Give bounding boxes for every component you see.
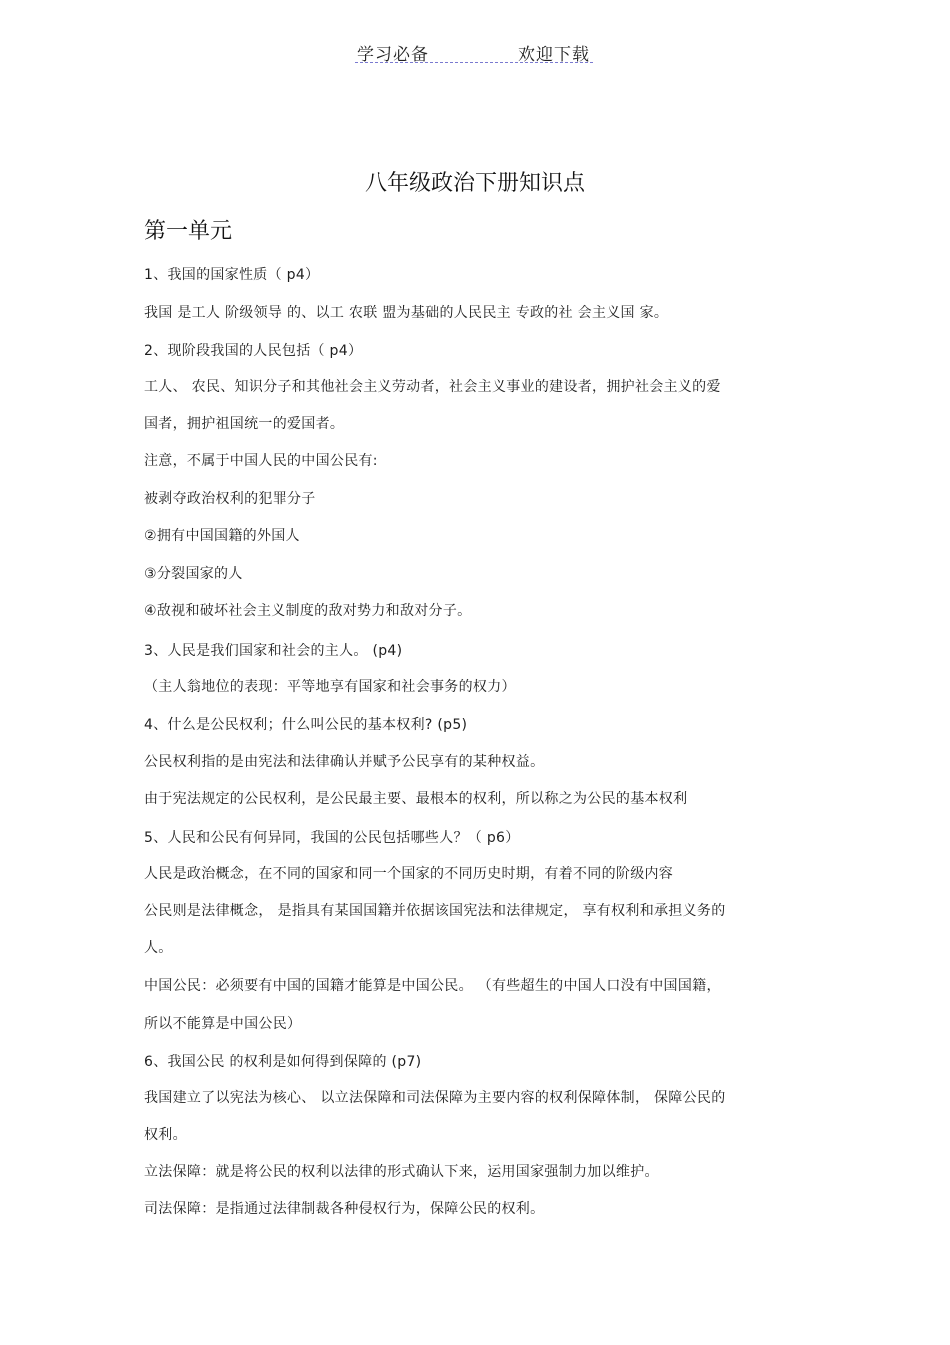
text-line: 6、我国公民 的权利是如何得到保障的 (p7) (144, 1054, 422, 1070)
text-line: 我国 是工人 阶级领导 的、以工 农联 盟为基础的人民民主 专政的社 会主义国 家。 (144, 305, 669, 321)
text-line: 注意，不属于中国人民的中国公民有: (144, 453, 378, 469)
document-title: 八年级政治下册知识点 (364, 171, 585, 196)
text-line: 人。 (144, 940, 173, 956)
text-line: ②拥有中国国籍的外国人 (144, 528, 300, 544)
text-line: 1、我国的国家性质（ p4） (144, 267, 320, 283)
text-line: 中国公民：必须要有中国的国籍才能算是中国公民。 （有些超生的中国人口没有中国国籍， (144, 978, 721, 994)
text-line: 2、现阶段我国的人民包括（ p4） (144, 343, 363, 359)
text-line: 被剥夺政治权利的犯罪分子 (144, 491, 316, 507)
text-line: 人民是政治概念，在不同的国家和同一个国家的不同历史时期，有着不同的阶级内容 (144, 866, 674, 882)
header-right-text: 欢迎下载 (518, 45, 590, 65)
header-dashed-underline (355, 62, 593, 63)
text-line: ④敌视和破坏社会主义制度的敌对势力和敌对分子。 (144, 603, 472, 619)
text-line: （主人翁地位的表现：平等地享有国家和社会事务的权力） (144, 679, 516, 695)
text-line: 我国建立了以宪法为核心、 以立法保障和司法保障为主要内容的权利保障体制， 保障公民的 (144, 1090, 726, 1106)
text-line: 公民则是法律概念， 是指具有某国国籍并依据该国宪法和法律规定， 享有权利和承担义务的 (144, 903, 726, 919)
text-line: 由于宪法规定的公民权利，是公民最主要、最根本的权利，所以称之为公民的基本权利 (144, 791, 688, 807)
text-line: 4、什么是公民权利；什么叫公民的基本权利? (p5) (144, 717, 468, 733)
text-line: 司法保障：是指通过法律制裁各种侵权行为，保障公民的权利。 (144, 1201, 545, 1217)
text-line: 所以不能算是中国公民） (144, 1016, 302, 1032)
text-line: ③分裂国家的人 (144, 566, 243, 582)
header-left-text: 学习必备 (357, 45, 429, 65)
text-line: 工人、 农民、知识分子和其他社会主义劳动者，社会主义事业的建设者，拥护社会主义的爱 (144, 379, 721, 395)
text-line: 立法保障：就是将公民的权利以法律的形式确认下来，运用国家强制力加以维护。 (144, 1164, 659, 1180)
text-line: 3、人民是我们国家和社会的主人。 (p4) (144, 643, 403, 659)
unit-heading: 第一单元 (144, 219, 233, 244)
text-line: 国者，拥护祖国统一的爱国者。 (144, 416, 345, 432)
text-line: 公民权利指的是由宪法和法律确认并赋予公民享有的某种权益。 (144, 754, 545, 770)
text-line: 5、人民和公民有何异同，我国的公民包括哪些人？（ p6） (144, 830, 520, 846)
text-line: 权利。 (144, 1127, 187, 1143)
